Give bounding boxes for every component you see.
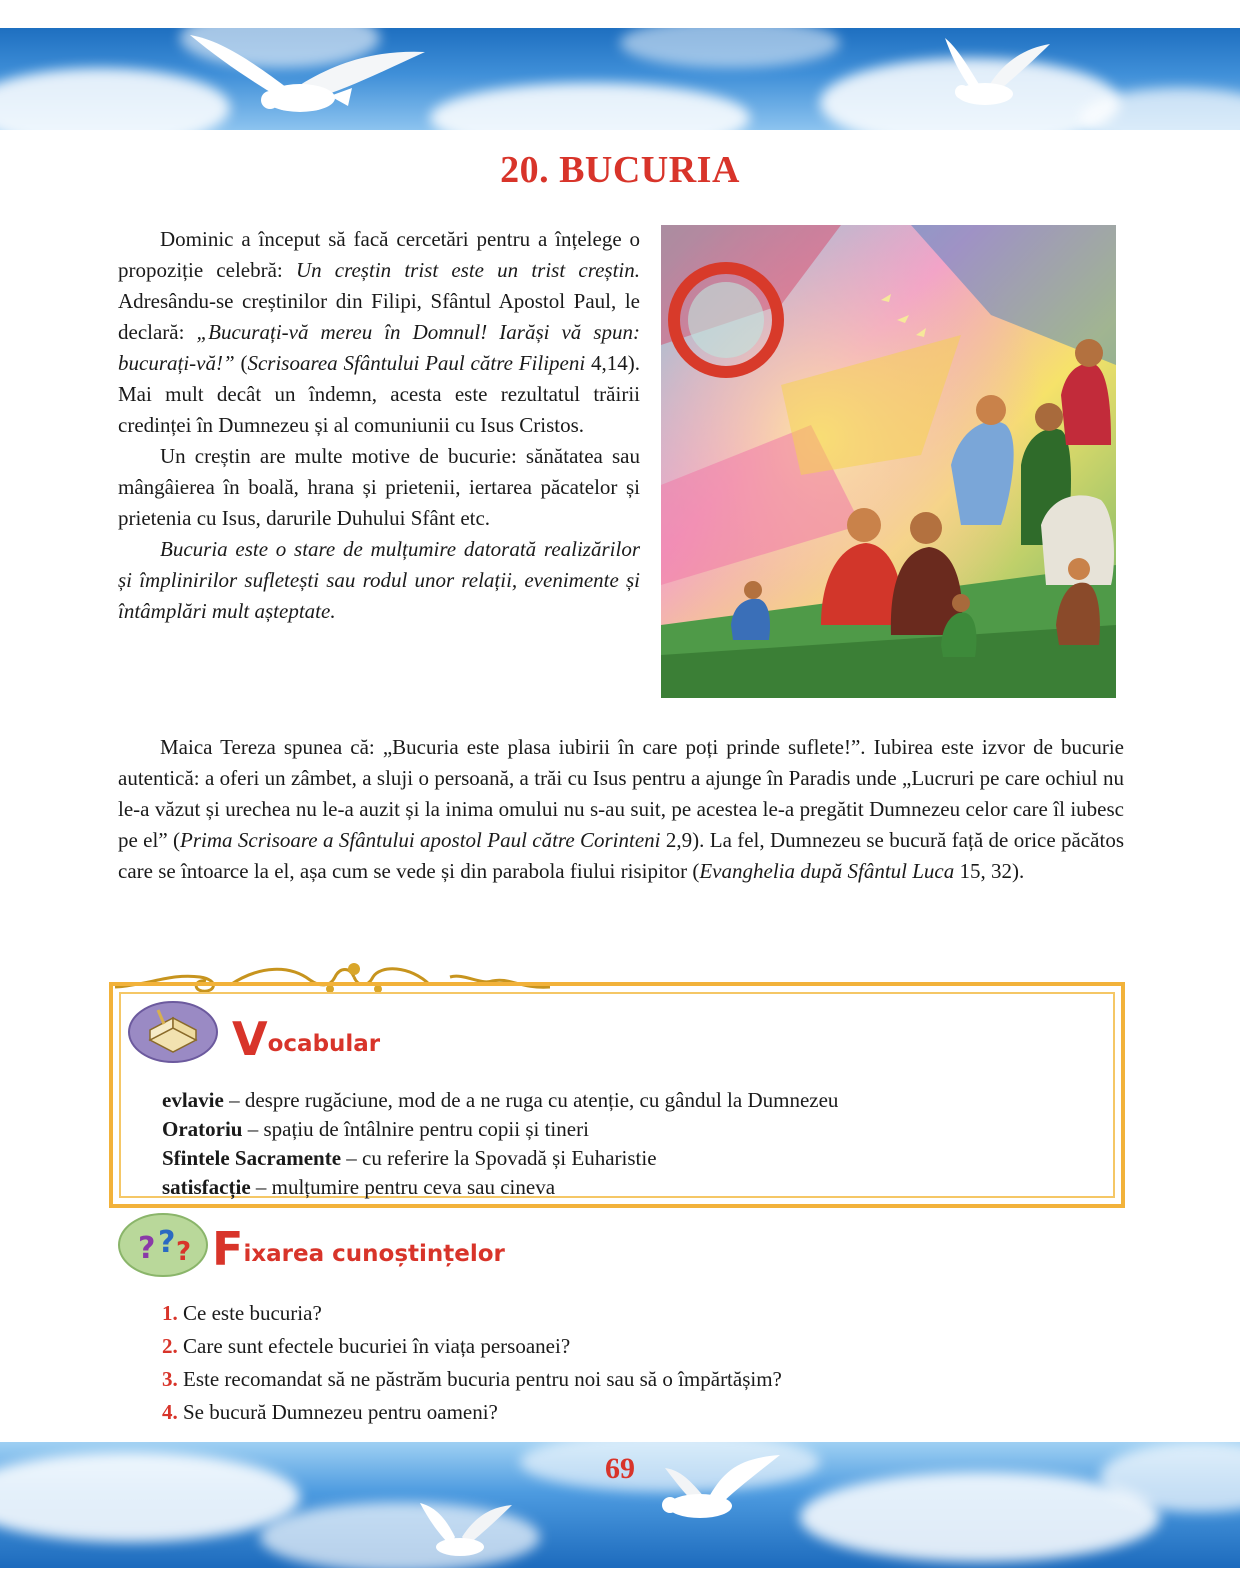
intro-text bbox=[118, 224, 640, 627]
painting-illustration bbox=[661, 225, 1116, 698]
svg-text:?: ? bbox=[176, 1237, 192, 1267]
vocabulary-heading: Vocabular bbox=[232, 1012, 381, 1066]
question-item: 4. Se bucură Dumnezeu pentru oameni? bbox=[162, 1400, 498, 1424]
main-text bbox=[118, 732, 1124, 887]
header-sky-banner bbox=[0, 28, 1240, 130]
vocabulary-item: Oratoriu – spațiu de întâlnire pentru copii și tineri bbox=[162, 1117, 589, 1141]
dove-icon bbox=[400, 1497, 520, 1567]
intro-paragraph-3-definition: Bucuria este o stare de mulțumire datorată realizărilor și împlinirilor sufletești sau rodul unor relații, evenimente și întâmplări mult așteptate. bbox=[118, 537, 640, 623]
vocabulary-item: Sfintele Sacramente – cu referire la Spovadă și Euharistie bbox=[162, 1146, 657, 1170]
intro-paragraph-1: Dominic a început să facă cercetări pentru a înțelege o propoziție celebră: Un creștin trist este un trist creștin. Adresându-se creștinilor din Filipi, Sfântul Apostol Paul, le declară: „Bucurați-vă mereu în Domnul! Iarăși vă spun: bucurați-vă!” (Scrisoarea Sfântului Paul către Filipeni 4,14). Mai mult decât un îndemn, acesta este rezultatul trăirii credinței în Dumnezeu și al comuniunii cu Isus Cristos. bbox=[118, 227, 640, 437]
vocabulary-item: evlavie – despre rugăciune, mod de a ne ruga cu atenție, cu gândul la Dumnezeu bbox=[162, 1088, 839, 1112]
page-title: 20. BUCURIA bbox=[500, 149, 740, 191]
questions-heading: Fixarea cunoștințelor bbox=[212, 1222, 505, 1276]
book-icon bbox=[128, 1000, 218, 1064]
svg-text:?: ? bbox=[158, 1225, 176, 1260]
vocabulary-item: satisfacție – mulțumire pentru ceva sau cineva bbox=[162, 1175, 556, 1199]
intro-paragraph-2: Un creștin are multe motive de bucurie: sănătatea sau mângâierea în boală, hrana și prietenii, iertarea păcatelor și prietenia cu Isus, darurile Duhului Sfânt etc. bbox=[118, 444, 640, 530]
question-item: 2. Care sunt efectele bucuriei în viața persoanei? bbox=[162, 1334, 571, 1358]
svg-text:?: ? bbox=[138, 1231, 156, 1266]
dove-icon bbox=[910, 36, 1060, 116]
question-item: 3. Este recomandat să ne păstrăm bucuria pentru noi sau să o împărtășim? bbox=[162, 1367, 782, 1391]
page-number: 69 bbox=[605, 1452, 635, 1485]
dove-icon bbox=[180, 30, 430, 130]
question-marks-icon bbox=[118, 1212, 208, 1278]
main-paragraph: Maica Tereza spunea că: „Bucuria este plasa iubirii în care poți prinde suflete!”. Iubirea este izvor de bucurie autentică: a oferi un zâmbet, a sluji o persoană, a trăi cu Isus pentru a ajunge în Paradis unde „Lucruri pe care ochiul nu le-a văzut și urechea nu le-a auzit și la inima omului nu s-au suit, pe acestea le-a pregătit Dumnezeu celor care îl iubesc pe el” (Prima Scrisoare a Sfântului apostol Paul către Corinteni 2,9). La fel, Dumnezeu se bucură față de orice păcătos care se întoarce la el, așa cum se vede și din parabola fiului risipitor (Evanghelia după Sfântul Luca 15, 32). bbox=[118, 735, 1125, 883]
question-item: 1. Ce este bucuria? bbox=[162, 1301, 322, 1325]
vocabulary-list bbox=[162, 1086, 838, 1202]
questions-list bbox=[162, 1297, 782, 1429]
